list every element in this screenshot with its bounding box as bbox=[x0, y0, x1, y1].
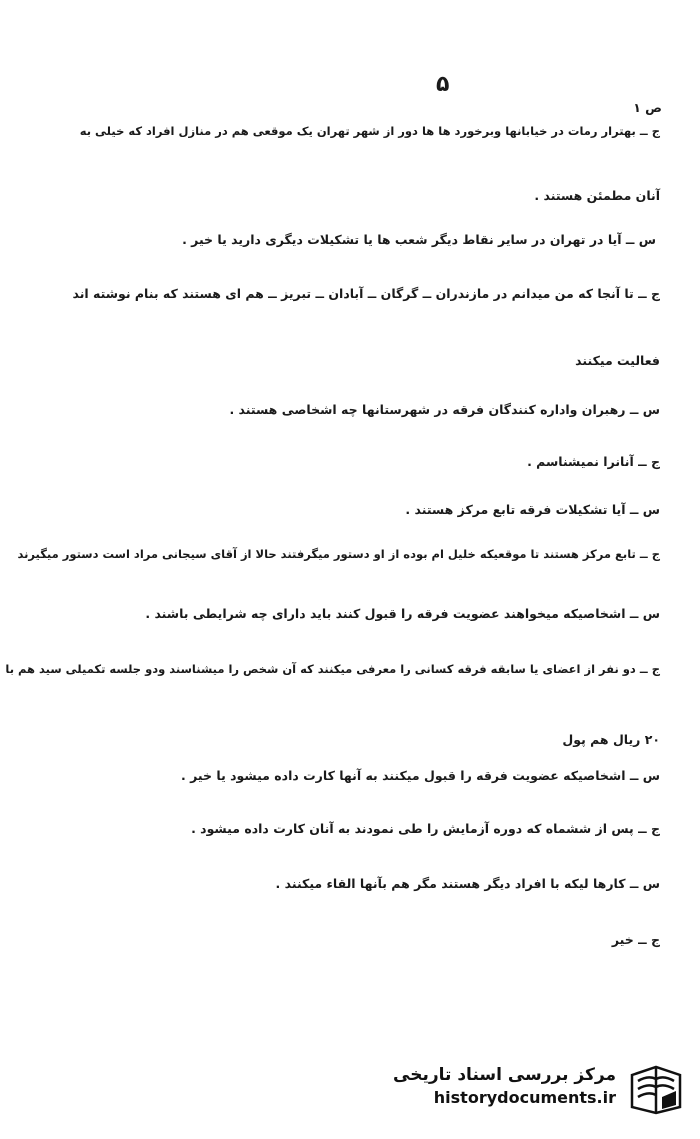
watermark-url: historydocuments.ir bbox=[433, 1088, 616, 1107]
answer-line: ج ــ آنانرا نمیشناسم . bbox=[527, 454, 660, 469]
archive-watermark bbox=[386, 1057, 686, 1121]
question-line: س ــ اشخاصیکه میخواهند عضویت فرقه را قبول کنند باید دارای چه شرایطی باشند . bbox=[145, 606, 660, 621]
watermark-text bbox=[393, 1065, 616, 1107]
answer-line: ج ــ تابع مرکز هستند تا موقعیکه خلیل ام بوده از او دستور میگرفتند حالا از آقای سیجانی مراد است دستور میگیرند bbox=[17, 547, 660, 561]
answer-line: ج ــ پس از ششماه که دوره آزمایش را طی نمودند به آنان کارت داده میشود . bbox=[191, 821, 660, 836]
page-header-mark: ص ۱ bbox=[633, 100, 662, 115]
question-line: س ــ کارها لیکه با افراد دیگر هستند مگر هم بآنها القاء میکنند . bbox=[275, 876, 660, 891]
watermark-name: مرکز بررسی اسناد تاریخی bbox=[393, 1065, 616, 1085]
book-pages-logo-icon bbox=[626, 1061, 686, 1117]
answer-line: ج ــ خیر bbox=[611, 932, 660, 947]
answer-line: ج ــ بهترار رمات در خیابانها وبرخورد ها ها دور از شهر تهران یک موقعی هم در منازل افراد که خیلی به bbox=[79, 124, 660, 138]
question-line: س ــ رهبران واداره کنندگان فرقه در شهرستانها چه اشخاصی هستند . bbox=[229, 402, 660, 417]
question-line: س ــ اشخاصیکه عضویت فرقه را قبول میکنند به آنها کارت داده میشود یا خیر . bbox=[181, 768, 660, 783]
question-line: س ــ آیا در تهران در سایر نقاط دیگر شعب ها یا تشکیلات دیگری دارید یا خیر . bbox=[182, 232, 656, 247]
question-line: س ــ آیا تشکیلات فرقه تابع مرکز هستند . bbox=[405, 502, 660, 517]
page-number: ۵ bbox=[436, 72, 450, 97]
answer-line: ج ــ تا آنجا که من میدانم در مازندران ــ گرگان ــ آبادان ــ تبریز ــ هم ای هستند که بنام نوشته اند bbox=[72, 286, 660, 301]
answer-line: ج ــ دو نفر از اعضای یا سابقه فرقه کسانی را معرفی میکنند که آن شخص را میشناسند ودو جلسه تکمیلی سید هم با bbox=[5, 662, 660, 676]
answer-continuation: فعالیت میکنند bbox=[575, 353, 660, 368]
answer-continuation: آنان مطمئن هستند . bbox=[534, 188, 660, 203]
answer-continuation: ۲۰ ریال هم پول bbox=[562, 732, 660, 747]
